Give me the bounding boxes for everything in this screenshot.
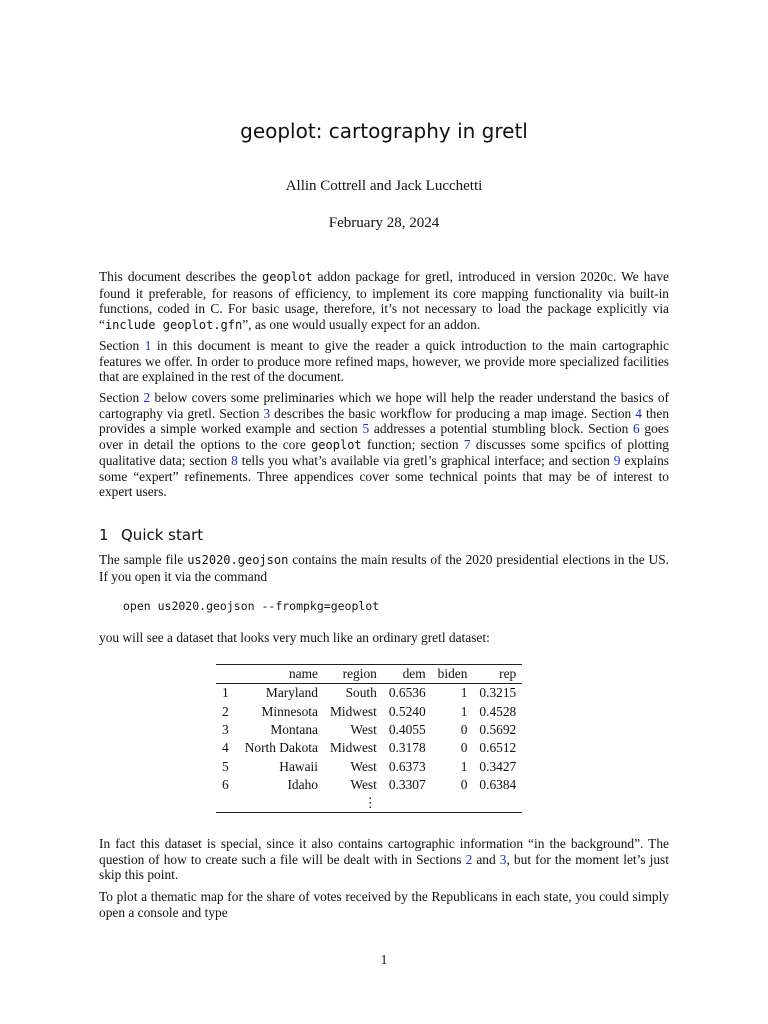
section-link-2[interactable]: 2: [465, 851, 473, 867]
table-cell: 0.6373: [388, 758, 426, 774]
inline-code: geoplot: [311, 437, 362, 452]
section1-paragraph-1: The sample file us2020.geojson contains the main results of the 2020 presidential elections in the US. If you open it via the command: [99, 552, 669, 584]
section-link-6[interactable]: 6: [633, 421, 640, 436]
table-cell: 0.5692: [479, 721, 517, 737]
table-cell: Minnesota: [261, 703, 318, 719]
section-link-4[interactable]: 4: [635, 405, 642, 421]
table-cell: 0.3427: [479, 758, 517, 774]
table-cell: Midwest: [329, 740, 377, 756]
intro-paragraph-2: Section 1 in this document is meant to give the reader a quick introduction to the main cartographic features we offer. In order to produce more refined maps, however, we provide more specialized facilities that are explained in the rest of the document.: [99, 338, 669, 384]
table-cell: Hawaii: [279, 758, 318, 774]
section-link-8[interactable]: 8: [231, 453, 238, 468]
table-cell: Idaho: [287, 776, 318, 792]
section-link-7[interactable]: 7: [463, 436, 471, 452]
table-header: dem: [383, 665, 432, 684]
table-header-row: [216, 665, 522, 684]
section-link-2[interactable]: 2: [143, 390, 151, 405]
table-cell: 3: [222, 721, 229, 737]
continuation-ellipsis: ⋮: [324, 794, 383, 813]
section1-paragraph-4: To plot a thematic map for the share of votes received by the Republicans in each state, you could simply open a console and type: [99, 889, 669, 920]
table-cell: 0.6384: [479, 776, 517, 792]
table-cell: 0.4528: [479, 703, 517, 719]
section-link-3[interactable]: 3: [263, 405, 271, 421]
table-row: [216, 702, 522, 720]
table-cell: 0.3178: [388, 740, 426, 756]
intro-paragraph-1: This document describes the geoplot addon package for gretl, introduced in version 2020c. We have found it preferable, for reasons of efficiency, to implement its core mapping functionality via built-in functions, coded in C. For basic usage, therefore, it’s not necessary to load the package explicitly via “include geoplot.gfn”, as one would usually expect for an addon.: [99, 269, 669, 332]
table-cell: West: [350, 721, 377, 737]
table-cell: 0.3307: [388, 776, 426, 792]
inline-code: us2020.geojson: [187, 553, 289, 567]
section-title: Quick start: [121, 526, 204, 544]
inline-code: include geoplot.gfn: [104, 317, 243, 332]
table-cell: West: [350, 776, 377, 792]
table-row: [216, 721, 522, 739]
table-cell: 1: [460, 758, 468, 774]
table-cell: 6: [222, 776, 229, 792]
table-cell: 0: [460, 776, 468, 792]
section-heading: [99, 526, 203, 544]
table-row: [216, 684, 522, 703]
table-header: region: [324, 665, 383, 684]
section-link-1[interactable]: 1: [144, 338, 152, 353]
table-cell: Midwest: [329, 703, 377, 719]
table-cell: North Dakota: [244, 740, 318, 756]
table-cell: 1: [460, 685, 468, 701]
inline-code: geoplot: [262, 270, 313, 284]
table-row-continuation: [216, 794, 522, 813]
code-block: open us2020.geojson --frompkg=geoplot: [123, 599, 380, 613]
document-title: [99, 119, 669, 143]
document-date: February 28, 2024: [328, 215, 440, 231]
authors: Allin Cottrell and Jack Lucchetti: [285, 178, 483, 194]
section-number: 1: [99, 526, 109, 544]
table-row: [216, 739, 522, 757]
table-cell: 5: [222, 758, 229, 774]
section1-paragraph-3: In fact this dataset is special, since it also contains cartographic information “in the background”. The question of how to create such a file will be dealt with in Sections 2 and 3, but for the moment let’s just skip this point.: [99, 836, 669, 882]
table-cell: 0: [460, 721, 468, 737]
table-header: biden: [432, 665, 474, 684]
table-cell: Maryland: [265, 685, 318, 701]
table-row: [216, 775, 522, 793]
section-link-5[interactable]: 5: [362, 421, 370, 436]
table-cell: 0.6512: [479, 740, 517, 756]
title-code: geoplot: [240, 119, 316, 143]
table-cell: 0.5240: [388, 703, 426, 719]
intro-paragraph-3: Section 2 below covers some preliminaries which we hope will help the reader understand the basics of cartography via gretl. Section 3 describes the basic workflow for producing a map image. Section 4 then provides a simple worked example and section 5 addresses a potential stumbling block. Section 6 goes over in detail the options to the core geoplot function; section 7 discusses some spcifics of plotting qualitative data; section 8 tells you what’s available via gretl’s graphical interface; and section 9 explains some “expert” refinements. Three appendices cover some technical points that may be of interest to expert users.: [99, 390, 670, 499]
table-cell: 0.3215: [479, 685, 517, 701]
table-cell: 2: [222, 703, 229, 719]
title-rest: : cartography in gretl: [315, 119, 528, 143]
table-header: name: [239, 665, 324, 684]
data-table: [216, 664, 522, 813]
section-link-3[interactable]: 3: [499, 851, 507, 867]
table-header: rep: [473, 665, 522, 684]
section-link-9[interactable]: 9: [613, 453, 621, 468]
table-cell: 1: [222, 685, 229, 701]
table-cell: 0.6536: [388, 685, 426, 701]
section1-paragraph-2: you will see a dataset that looks very much like an ordinary gretl dataset:: [99, 630, 490, 645]
table-cell: 1: [460, 703, 468, 719]
table-cell: Montana: [270, 721, 318, 737]
table-cell: West: [350, 758, 377, 774]
table-cell: South: [345, 685, 377, 701]
table-header: [216, 665, 239, 684]
table-row: [216, 757, 522, 775]
page-number: 1: [380, 952, 388, 967]
table-cell: 4: [222, 740, 229, 756]
table-cell: 0.4055: [388, 721, 426, 737]
table-cell: 0: [460, 740, 468, 756]
